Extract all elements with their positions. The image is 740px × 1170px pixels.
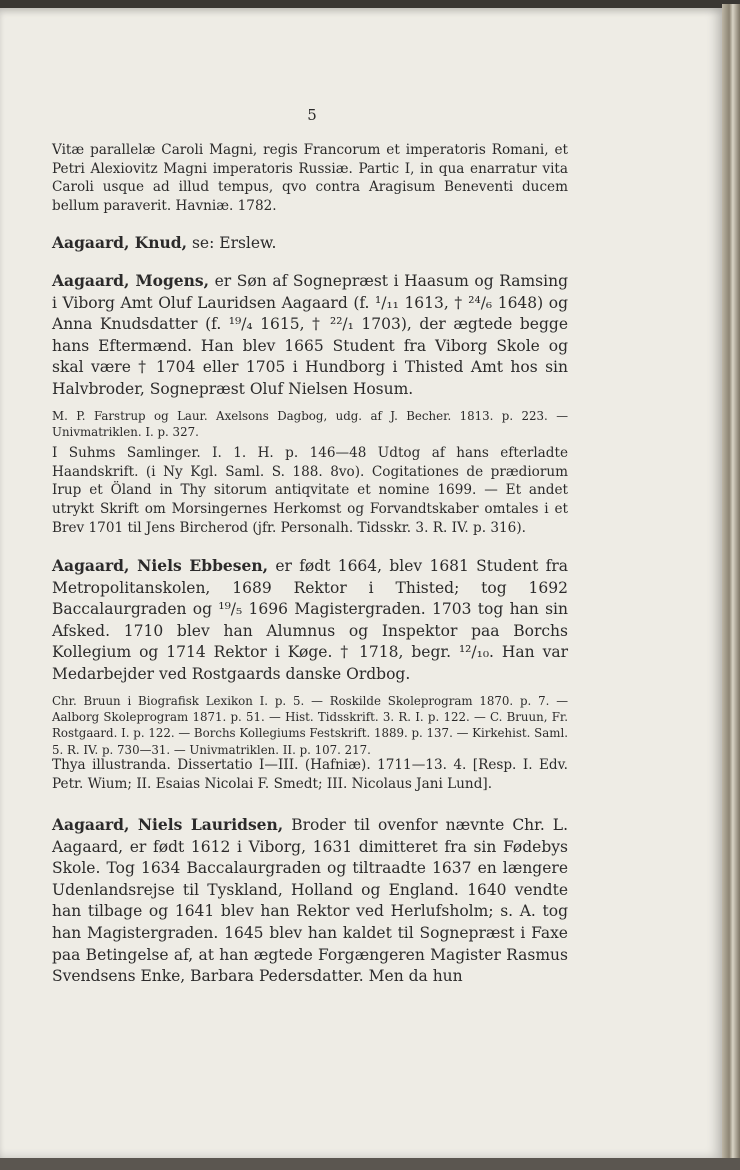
entry-niels-ebbesen-body: er født 1664, blev 1681 Student fra Metropolitanskolen, 1689 Rektor i Thisted; tog 1692 Baccalaurgraden og ¹⁹/₅ 1696 Magistergraden. 1703 tog han sin Afsked. 1710 blev han Alumnus og Inspektor paa Borchs Kollegium og 1714 Rektor i Køge. † 1718, begr. ¹²/₁₀. Han var Medarbejder ved Rostgaards danske Ordbog. bbox=[52, 557, 568, 683]
document-page bbox=[0, 8, 722, 1158]
entry-niels-lauridsen-body: Broder til ovenfor nævnte Chr. L. Aagaard, er født 1612 i Viborg, 1631 dimitteret fra sin Fødebys Skole. Tog 1634 Baccalaurgraden og tiltraadte 1637 en længere Udenlandsrejse til Tyskland, Holland og England. 1640 vendte han tilbage og 1641 blev han Rektor ved Herlufsholm; s. A. tog han Magistergraden. 1645 blev han kaldet til Sognepræst i Faxe paa Betingelse af, at han ægtede Forgængeren Magister Rasmus Svendsens Enke, Barbara Pedersdatter. Men da hun bbox=[52, 816, 569, 986]
entry-niels-ebbesen-references: Chr. Bruun i Biografisk Lexikon I. p. 5. — Roskilde Skoleprogram 1870. p. 7. — Aalborg Skoleprogram 1871. p. 51. — Hist. Tidsskrift. 3. R. I. p. 122. — C. Bruun, Fr. Rostgaard. I. p. 122. — Borchs Kollegiums Festskrift. 1889. p. 137. — Kirkehist. Saml. 5. R. IV. p. 730—31. — Univmatriklen. II. p. 107. 217. bbox=[52, 694, 568, 757]
entry-knud bbox=[52, 232, 568, 255]
entry-mogens bbox=[52, 270, 568, 401]
vitae-title-entry: Vitæ parallelæ Caroli Magni, regis Francorum et imperatoris Romani, et Petri Alexiovitz Magni imperatoris Russiæ. Partic I, in qua enarratur vita Caroli usque ad illud tempus, qvo contra Aragisum Beneventi ducem bellum paraverit. Havniæ. 1782. bbox=[52, 142, 568, 215]
page-number: 5 bbox=[307, 106, 317, 124]
book-edge-right bbox=[722, 4, 740, 1170]
entry-niels-ebbesen bbox=[52, 555, 568, 686]
entry-niels-ebbesen-name: Aagaard, Niels Ebbesen, bbox=[52, 556, 269, 575]
entry-knud-ref: se: Erslew. bbox=[187, 234, 277, 252]
entry-niels-ebbesen-works: Thya illustranda. Dissertatio I—III. (Hafniæ). 1711—13. 4. [Resp. I. Edv. Petr. Wium; II. Esaias Nicolai F. Smedt; III. Nicolaus Jani Lund]. bbox=[52, 757, 568, 792]
entry-mogens-works: I Suhms Samlinger. I. 1. H. p. 146—48 Udtog af hans efterladte Haandskrift. (i Ny Kgl. Saml. S. 188. 8vo). Cogitationes de prædiorum Irup et Öland in Thy sitorum antiqvitate et nomine 1699. — Et andet utrykt Skrift om Morsingernes Herkomst og Forvandtskaber omtales i et Brev 1701 til Jens Bircherod (jfr. Personalh. Tidsskr. 3. R. IV. p. 316). bbox=[52, 445, 568, 536]
book-edge-bottom bbox=[0, 1158, 740, 1170]
entry-mogens-name: Aagaard, Mogens, bbox=[52, 271, 210, 290]
entry-niels-lauridsen bbox=[52, 814, 568, 988]
entry-niels-lauridsen-name: Aagaard, Niels Lauridsen, bbox=[52, 815, 284, 834]
entry-knud-name: Aagaard, Knud, bbox=[52, 233, 188, 252]
entry-mogens-references: M. P. Farstrup og Laur. Axelsons Dagbog, udg. af J. Becher. 1813. p. 223. — Univmatriklen. I. p. 327. bbox=[52, 409, 568, 440]
entry-mogens-body: er Søn af Sognepræst i Haasum og Ramsing i Viborg Amt Oluf Lauridsen Aagaard (f. ¹/₁₁ 1613, † ²⁴/₆ 1648) og Anna Knudsdatter (f. ¹⁹/₄ 1615, † ²²/₁ 1703), der ægtede begge hans Eftermænd. Han blev 1665 Student fra Viborg Skole og skal være † 1704 eller 1705 i Hundborg i Thisted Amt hos sin Halvbroder, Sognepræst Oluf Nielsen Hosum. bbox=[52, 272, 568, 398]
